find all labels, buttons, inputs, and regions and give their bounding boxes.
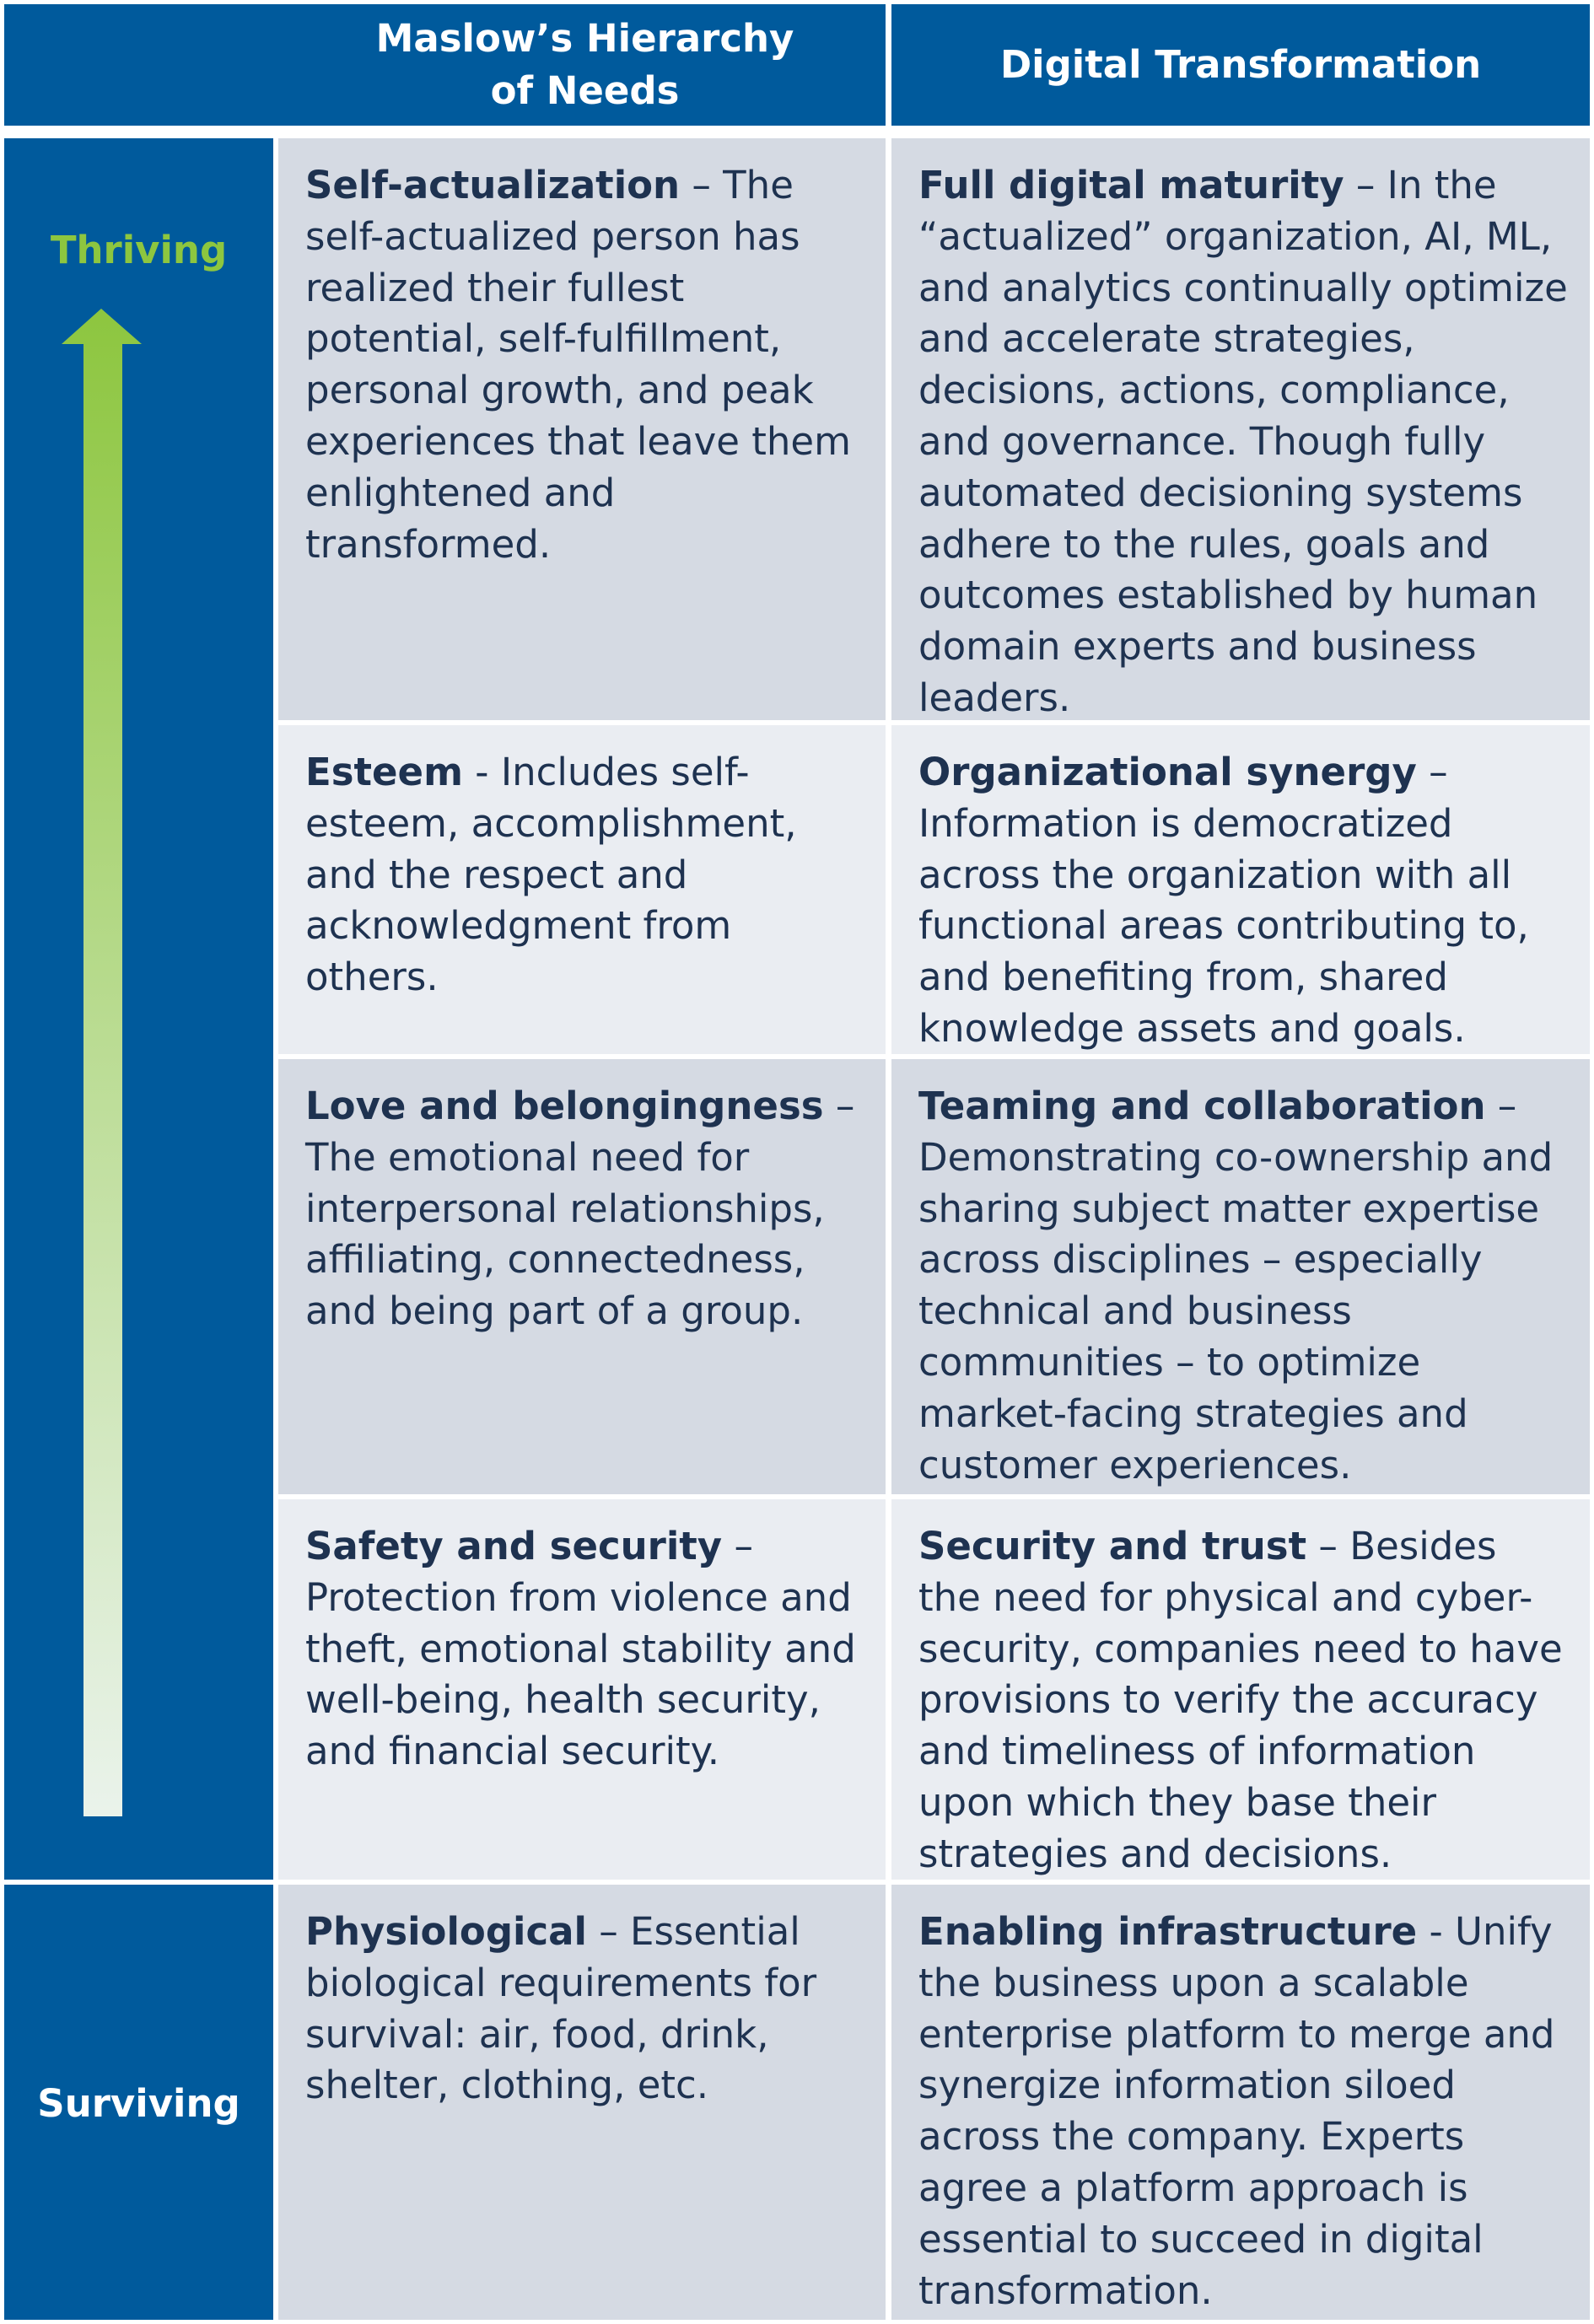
maslow-text: – Protection from violence and theft, emotional stability and well-being, health security, and financial security. <box>305 1524 856 1774</box>
digital-cell-teaming-collaboration <box>891 1059 1590 1494</box>
maslow-title: Esteem <box>305 750 463 794</box>
digital-title: Teaming and collaboration <box>918 1084 1486 1128</box>
side-band-thriving <box>4 138 273 1880</box>
maslow-cell-physiological <box>278 1885 886 2320</box>
maslow-title: Safety and security <box>305 1524 723 1568</box>
digital-title: Full digital maturity <box>918 163 1344 207</box>
thriving-label: Thriving <box>50 228 228 272</box>
digital-cell-full-digital-maturity <box>891 138 1590 720</box>
maslow-title: Love and belongingness <box>305 1084 824 1128</box>
digital-title: Organizational synergy <box>918 750 1417 794</box>
surviving-label: Surviving <box>37 2081 240 2126</box>
digital-cell-organizational-synergy <box>891 725 1590 1054</box>
header-maslow-label: Maslow’s Hierarchy of Needs <box>375 16 794 113</box>
maslow-title: Physiological <box>305 1909 587 1954</box>
maslow-cell-safety-security <box>278 1499 886 1880</box>
digital-cell-security-trust <box>891 1499 1590 1880</box>
digital-text: – Information is democratized across the organization with all functional areas contributing to, and benefiting from, shared knowledge assets and goals. <box>918 750 1529 1051</box>
digital-text: - Unify the business upon a scalable enterprise platform to merge and synergize information siloed across the company. Experts agree a platform approach is essential to succeed in digital transformation. <box>918 1909 1555 2313</box>
maslow-text: - Includes self-esteem, accomplishment, and the respect and acknowledgment from others. <box>305 750 797 1000</box>
maslow-cell-love-belongingness <box>278 1059 886 1494</box>
digital-text: – Demonstrating co-ownership and sharing subject matter expertise across disciplines – especially technical and business communities – to optimize market-facing strategies and customer experiences. <box>918 1084 1554 1487</box>
maslow-text: – The self-actualized person has realized their fullest potential, self-fulfillment, personal growth, and peak experiences that leave them enlightened and transformed. <box>305 163 851 567</box>
maslow-title: Self-actualization <box>305 163 681 207</box>
digital-title: Security and trust <box>918 1524 1307 1568</box>
up-arrow-icon <box>4 299 273 1816</box>
maslow-text: – Essential biological requirements for survival: air, food, drink, shelter, clothing, etc. <box>305 1909 817 2108</box>
side-band-surviving <box>4 1885 273 2320</box>
header-maslow <box>4 4 886 126</box>
digital-cell-enabling-infrastructure <box>891 1885 1590 2320</box>
digital-text: – Besides the need for physical and cyber-security, companies need to have provisions to verify the accuracy and timeliness of information upon which they base their strategies and decisions. <box>918 1524 1563 1876</box>
header-digital-label: Digital Transformation <box>999 42 1482 87</box>
maslow-text: – The emotional need for interpersonal relationships, affiliating, connectedness, and being part of a group. <box>305 1084 855 1334</box>
maslow-cell-self-actualization <box>278 138 886 720</box>
digital-text: – In the “actualized” organization, AI, ML, and analytics continually optimize and accelerate strategies, decisions, actions, compliance, and governance. Though fully automated decisioning systems adhere to the rules, goals and outcomes established by human domain experts and business leaders. <box>918 163 1568 720</box>
header-digital-transformation <box>891 4 1590 126</box>
maslow-cell-esteem <box>278 725 886 1054</box>
digital-title: Enabling infrastructure <box>918 1909 1418 1954</box>
